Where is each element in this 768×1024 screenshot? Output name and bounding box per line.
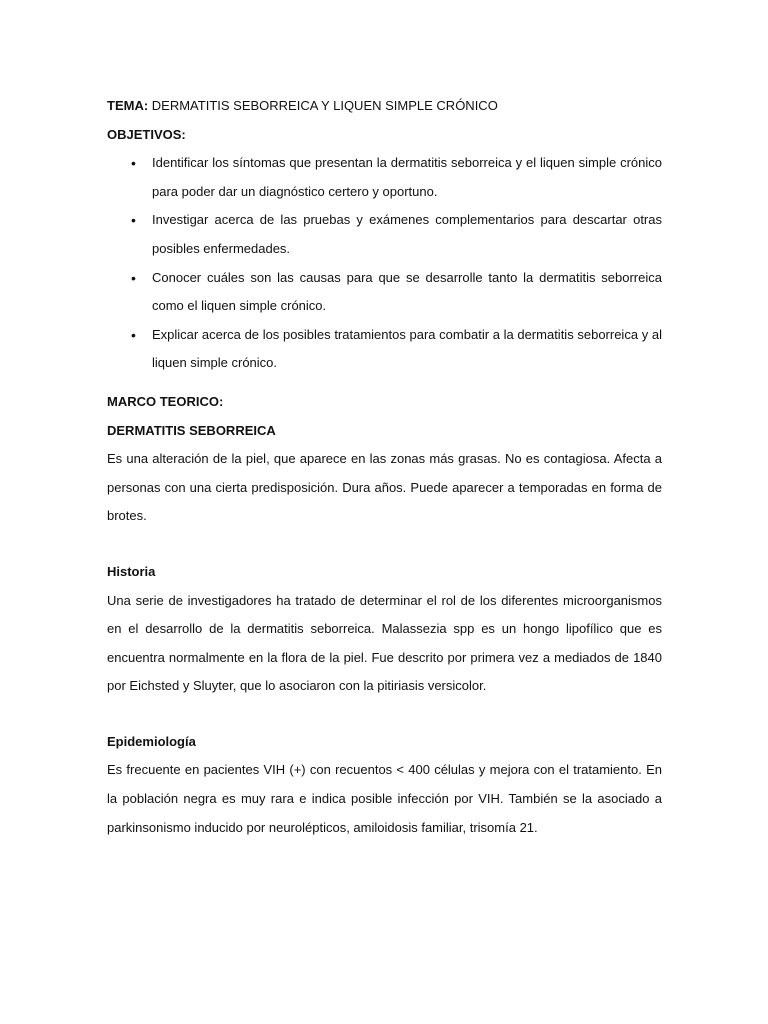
epidemiologia-heading: Epidemiología — [107, 733, 196, 749]
spacer — [107, 531, 662, 558]
document-body — [107, 92, 662, 842]
objetivo-text-3: Conocer cuáles son las causas para que se desarrolle tanto la dermatitis seborreica como el liquen simple crónico. — [152, 269, 662, 314]
objetivo-item-1 — [107, 149, 662, 206]
objetivos-heading: OBJETIVOS: — [107, 126, 186, 142]
dermatitis-heading: DERMATITIS SEBORREICA — [107, 422, 276, 438]
bullet-icon: • — [131, 269, 136, 286]
historia-paragraph: Una serie de investigadores ha tratado de determinar el rol de los diferentes microorganismos en el desarrollo de la dermatitis seborreica. Malassezia spp es un hongo lipofílico que es encuentra normalmente en la flora de la piel. Fue descrito por primera vez a mediados de 1840 por Eichsted y Sluyter, que lo asociaron con la pitiriasis versicolor. — [107, 592, 662, 694]
objetivo-text-1: Identificar los síntomas que presentan la dermatitis seborreica y el liquen simple crónico para poder dar un diagnóstico certero y oportuno. — [152, 155, 662, 199]
objetivo-text-2: Investigar acerca de las pruebas y exámenes complementarios para descartar otras posibles enfermedades. — [152, 212, 662, 256]
objetivo-text-4: Explicar acerca de los posibles tratamientos para combatir a la dermatitis seborreica y al liquen simple crónico. — [152, 326, 662, 371]
objetivos-list — [107, 149, 662, 378]
bullet-icon: • — [131, 326, 136, 343]
objetivo-item-4 — [107, 321, 662, 378]
objetivo-item-2 — [107, 206, 662, 263]
tema-line — [107, 92, 662, 121]
bullet-icon: • — [131, 155, 136, 172]
spacer — [107, 378, 662, 388]
tema-label: TEMA: — [107, 98, 149, 113]
dermatitis-paragraph: Es una alteración de la piel, que aparece en las zonas más grasas. No es contagiosa. Afecta a personas con una cierta predisposición. Dura años. Puede aparecer a temporadas en forma de brotes. — [107, 451, 662, 524]
epidemiologia-paragraph: Es frecuente en pacientes VIH (+) con recuentos < 400 células y mejora con el tratamiento. En la población negra es muy rara e indica posible infección por VIH. También se la asociado a parkinsonismo inducido por neurolépticos, amiloidosis familiar, trisomía 21. — [107, 762, 662, 835]
bullet-icon: • — [131, 212, 136, 229]
objetivo-item-3 — [107, 264, 662, 321]
spacer — [107, 701, 662, 728]
marco-teorico-heading: MARCO TEORICO: — [107, 393, 224, 409]
tema-text: DERMATITIS SEBORREICA Y LIQUEN SIMPLE CRÓNICO — [148, 98, 498, 113]
historia-heading: Historia — [107, 563, 156, 579]
